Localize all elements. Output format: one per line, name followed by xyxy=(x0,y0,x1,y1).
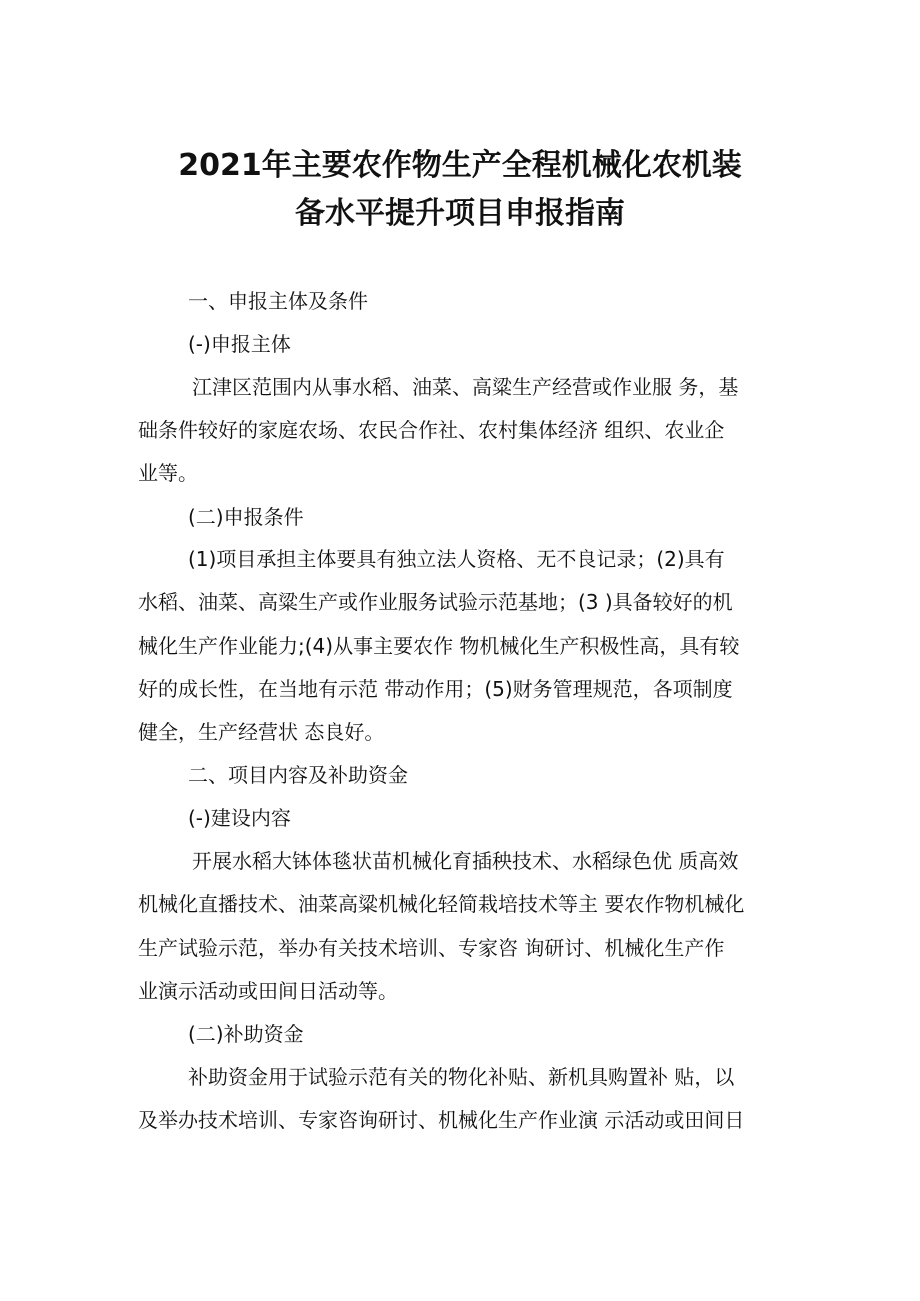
subsection-heading: (二)申报条件 xyxy=(188,505,304,529)
paragraph-line: 及举办技术培训、专家咨询研讨、机械化生产作业演 示活动或田间日 xyxy=(138,1108,745,1132)
paragraph-line: 江津区范围内从事水稻、油菜、高粱生产经营或作业服 务，基 xyxy=(192,375,739,399)
section-heading-1: 一、申报主体及条件 xyxy=(188,289,368,313)
subsection-heading: (-)建设内容 xyxy=(188,806,291,830)
paragraph-line: 开展水稻大钵体毯状苗机械化育插秧技术、水稻绿色优 质高效 xyxy=(192,849,739,873)
document-title-line-2: 备水平提升项目申报指南 xyxy=(295,196,625,231)
subsection-heading: (二)补助资金 xyxy=(188,1022,304,1046)
section-heading-2: 二、项目内容及补助资金 xyxy=(188,763,408,787)
paragraph-line: 生产试验示范，举办有关技术培训、专家咨 询研讨、机械化生产作 xyxy=(138,936,725,960)
paragraph-line: 机械化直播技术、油菜高粱机械化轻简栽培技术等主 要农作物机械化 xyxy=(138,892,745,916)
paragraph-line: 好的成长性，在当地有示范 带动作用；(5)财务管理规范，各项制度 xyxy=(138,677,733,701)
paragraph-line: 业等。 xyxy=(138,461,198,485)
paragraph-line: 础条件较好的家庭农场、农民合作社、农村集体经济 组织、农业企 xyxy=(138,418,725,442)
paragraph-line: (1)项目承担主体要具有独立法人资格、无不良记录；(2)具有 xyxy=(188,547,725,571)
paragraph-line: 业演示活动或田间日活动等。 xyxy=(138,979,398,1003)
paragraph-line: 水稻、油菜、高粱生产或作业服务试验示范基地；(3 )具备较好的机 xyxy=(138,590,733,614)
paragraph-line: 械化生产作业能力;(4)从事主要农作 物机械化生产积极性高，具有较 xyxy=(138,634,740,658)
document-title-line-1: 2021年主要农作物生产全程机械化农机装 xyxy=(178,148,742,183)
subsection-heading: (-)申报主体 xyxy=(188,332,291,356)
paragraph-line: 健全，生产经营状 态良好。 xyxy=(138,720,385,744)
paragraph-line: 补助资金用于试验示范有关的物化补贴、新机具购置补 贴，以 xyxy=(188,1065,735,1089)
